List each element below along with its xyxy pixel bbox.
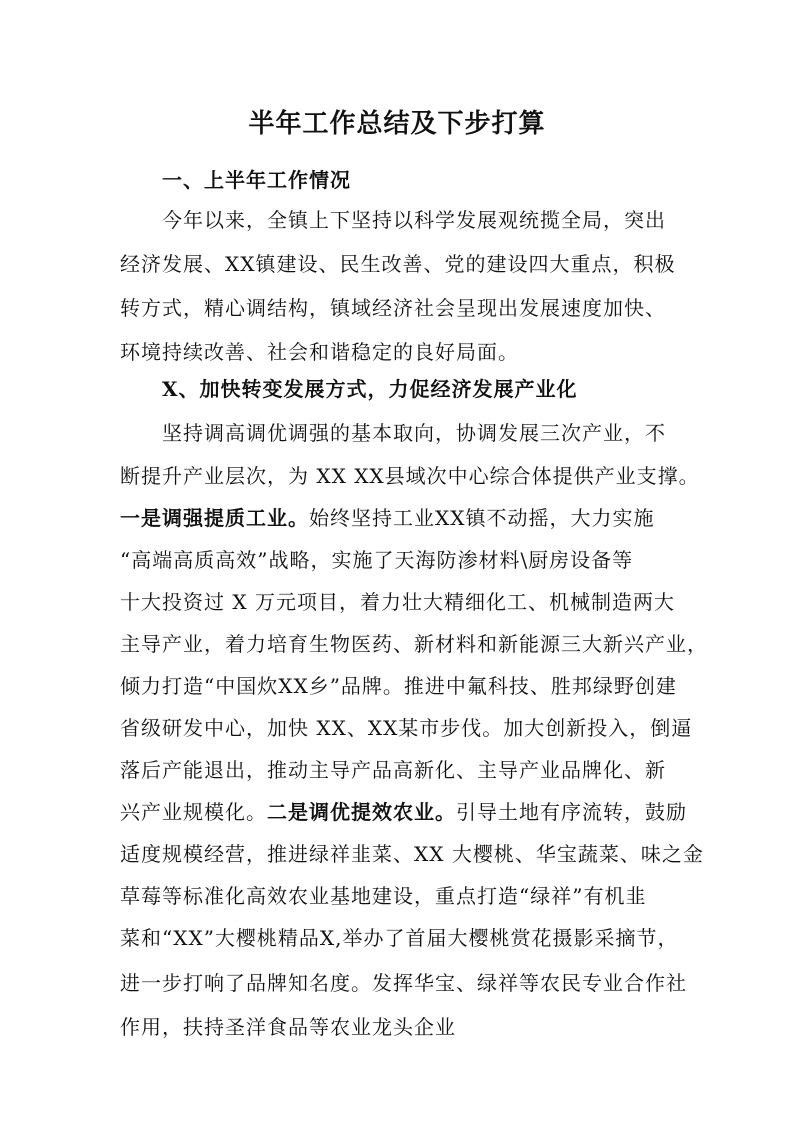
- paragraph-line: 十大投资过 X 万元项目，着力壮大精细化工、机械制造两大: [120, 590, 675, 614]
- text-run: 兴产业规模化。: [120, 800, 267, 824]
- paragraph-line: [120, 503, 654, 533]
- subsection-heading: X、加快转变发展方式，力促经济发展产业化: [162, 377, 578, 401]
- paragraph-line: 坚持调高调优调强的基本取向，协调发展三次产业，不: [162, 421, 666, 445]
- paragraph-line: 省级研发中心，加快 XX、XX某市步伐。加大创新投入，倒逼: [120, 716, 693, 740]
- paragraph-line: 断提升产业层次，为 XX XX县域次中心综合体提供产业支撑。: [120, 464, 700, 488]
- document-title: 半年工作总结及下步打算: [248, 109, 546, 139]
- paragraph-line: 进一步打响了品牌知名度。发挥华宝、绿祥等农民专业合作社: [120, 971, 687, 995]
- paragraph-line: 菜和“XX”大樱桃精品X,举办了首届大樱桃赏花摄影采摘节，: [120, 926, 679, 950]
- paragraph-line: [120, 797, 687, 827]
- text-run: 引导土地有序流转，鼓励: [456, 800, 687, 824]
- paragraph-line: 经济发展、XX镇建设、民生改善、党的建设四大重点，积极: [120, 252, 676, 276]
- paragraph-line: 倾力打造“中国炊XX乡”品牌。推进中氟科技、胜邦绿野创建: [120, 674, 677, 698]
- bold-phrase: 二是调优提效农业。: [267, 800, 456, 824]
- section-heading: 一、上半年工作情况: [162, 168, 351, 192]
- paragraph-line: 草莓等标准化高效农业基地建设，重点打造“绿祥”有机韭: [120, 884, 647, 908]
- paragraph-line: 落后产能退出，推动主导产品高新化、主导产业品牌化、新: [120, 758, 666, 782]
- paragraph-line: 作用，扶持圣洋食品等农业龙头企业: [120, 1015, 456, 1039]
- paragraph-line: 今年以来，全镇上下坚持以科学发展观统揽全局，突出: [162, 208, 666, 232]
- paragraph-line: 转方式，精心调结构，镇域经济社会呈现出发展速度加快、: [120, 296, 666, 320]
- text-run: 始终坚持工业XX镇不动摇，大力实施: [309, 506, 655, 530]
- paragraph-line: “高端高质高效”战略，实施了天海防渗材料\厨房设备等: [120, 548, 634, 572]
- paragraph-line: 环境持续改善、社会和谐稳定的良好局面。: [120, 340, 519, 364]
- paragraph-line: 主导产业，着力培育生物医药、新材料和新能源三大新兴产业，: [120, 632, 708, 656]
- bold-phrase: 一是调强提质工业。: [120, 506, 309, 530]
- paragraph-line: 适度规模经营，推进绿祥韭菜、XX 大樱桃、华宝蔬菜、味之金: [120, 842, 704, 866]
